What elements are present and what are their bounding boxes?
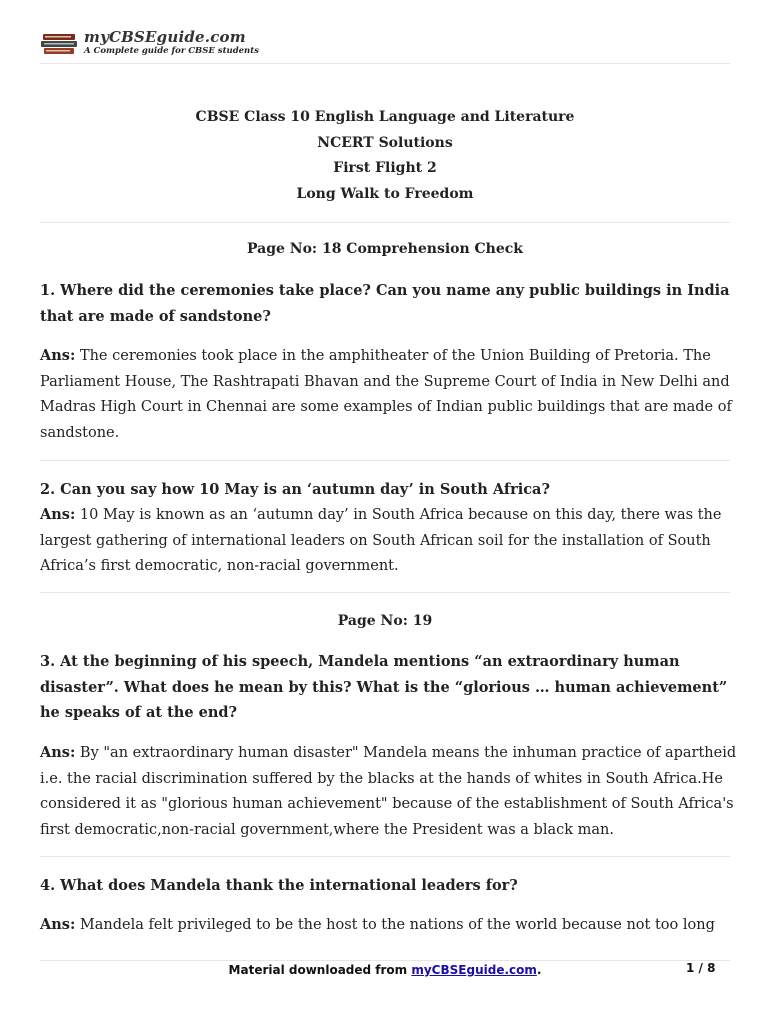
footer-period: . xyxy=(536,963,542,977)
answer-text: The ceremonies took place in the amphitheater of the Union Building of Pretoria. The Parliament House, The Rashtrapati Bhavan and the Supreme Court of India in New Delhi and Madras High Court in Chennai are some examples of Indian public buildings that are made of sandstone. xyxy=(40,348,732,442)
answer-1 xyxy=(40,343,740,447)
books-icon xyxy=(40,30,80,58)
answer-label: Ans: xyxy=(40,347,76,364)
page-number: 1 / 8 xyxy=(686,961,716,975)
divider xyxy=(40,222,730,223)
answer-label: Ans: xyxy=(40,916,76,933)
footer-divider xyxy=(40,960,730,961)
question-4: 4. What does Mandela thank the international leaders for? xyxy=(40,877,518,894)
footer-text: Material downloaded from xyxy=(228,963,412,977)
answer-4 xyxy=(40,912,740,939)
doc-title-line3: First Flight 2 xyxy=(333,160,437,176)
answer-label: Ans: xyxy=(40,506,76,523)
section-heading-page19: Page No: 19 xyxy=(337,613,433,629)
answer-2 xyxy=(40,502,740,580)
section-heading-page18: Page No: 18 Comprehension Check xyxy=(246,241,523,257)
divider xyxy=(40,460,730,461)
doc-title-line4: Long Walk to Freedom xyxy=(296,186,474,202)
question-2: 2. Can you say how 10 May is an ‘autumn day’ in South Africa? xyxy=(40,481,550,498)
answer-text: 10 May is known as an ‘autumn day’ in South Africa because on this day, there was the largest gathering of international leaders on South African soil for the installation of South Africa’s first democratic, non-racial government. xyxy=(40,507,722,575)
logo-tagline: A Complete guide for CBSE students xyxy=(84,46,259,56)
divider xyxy=(40,592,730,593)
divider xyxy=(40,856,730,857)
doc-title-line2: NCERT Solutions xyxy=(317,135,453,151)
footer-link[interactable]: myCBSEguide.com xyxy=(411,963,537,977)
logo-title: myCBSEguide.com xyxy=(84,28,246,46)
footer xyxy=(40,963,730,977)
answer-label: Ans: xyxy=(40,744,76,761)
question-1: 1. Where did the ceremonies take place? Can you name any public buildings in India that are made of sandstone? xyxy=(40,282,730,325)
site-logo[interactable] xyxy=(40,28,300,60)
answer-text: Mandela felt privileged to be the host to the nations of the world because not too long xyxy=(75,917,715,933)
question-3: 3. At the beginning of his speech, Mandela mentions “an extraordinary human disaster”. What does he mean by this? What is the “glorious … human achievement” he speaks of at the end? xyxy=(40,653,728,722)
header-divider xyxy=(40,63,730,64)
answer-3 xyxy=(40,740,740,844)
answer-text: By "an extraordinary human disaster" Mandela means the inhuman practice of apartheid i.e. the racial discrimination suffered by the blacks at the hands of whites in South Africa.He considered it as "glorious human achievement" because of the establishment of South Africa's first democratic,non-racial government,where the President was a black man. xyxy=(40,745,737,839)
doc-title-line1: CBSE Class 10 English Language and Literature xyxy=(195,109,575,125)
